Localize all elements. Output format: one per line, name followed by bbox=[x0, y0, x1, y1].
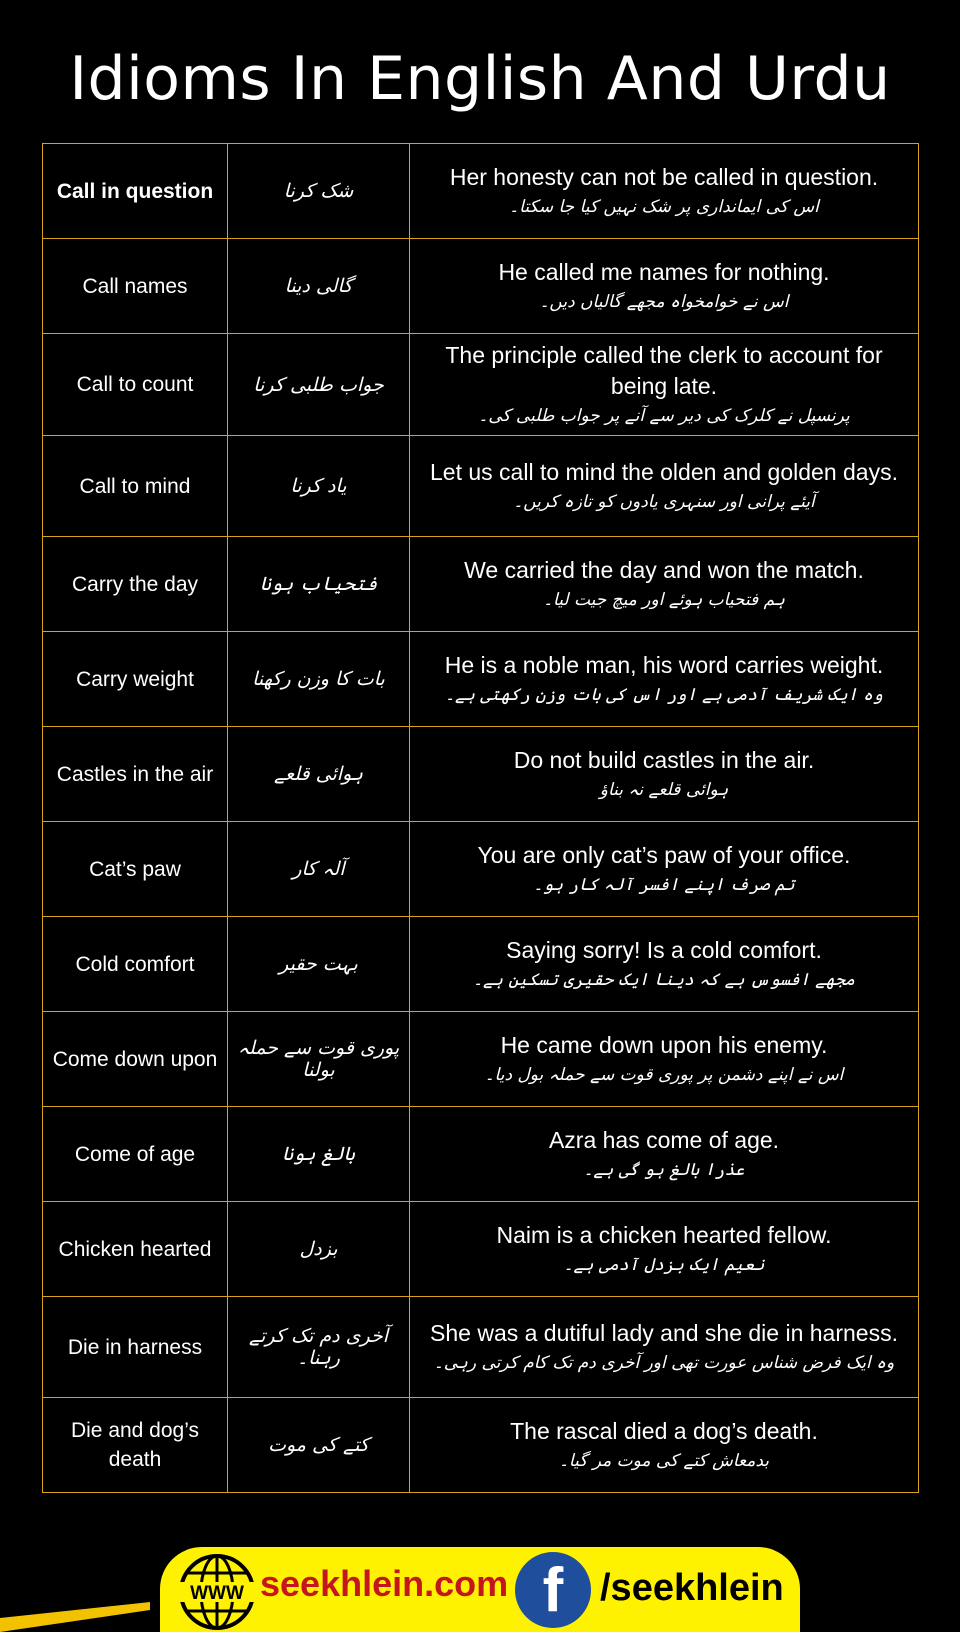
facebook-letter: f bbox=[542, 1556, 564, 1625]
example-urdu: وہ ایک فرض شناس عورت تھی اور آخری دم تک کام کرتی رہی۔ bbox=[433, 1353, 895, 1373]
example-english: Let us call to mind the olden and golden days. bbox=[430, 459, 898, 485]
example-cell bbox=[410, 1107, 919, 1202]
idiom-cell: Call to count bbox=[43, 334, 228, 436]
website-link[interactable]: seekhlein.com bbox=[260, 1563, 509, 1604]
page-title: Idioms In English And Urdu bbox=[69, 44, 891, 114]
urdu-meaning-cell: بات کا وزن رکھنا bbox=[228, 632, 410, 727]
table-row bbox=[43, 1012, 919, 1107]
example-urdu: وہ ایک شریف آدمی ہے اور اس کی بات وزن رکھتی ہے۔ bbox=[445, 685, 883, 705]
example-english: The rascal died a dog’s death. bbox=[510, 1418, 818, 1444]
urdu-meaning-cell: کتے کی موت bbox=[228, 1398, 410, 1493]
urdu-meaning-cell: پوری قوت سے حملہ بولنا bbox=[228, 1012, 410, 1107]
idiom-cell: Come down upon bbox=[43, 1012, 228, 1107]
idiom-cell: Call to mind bbox=[43, 436, 228, 537]
table-row bbox=[43, 537, 919, 632]
example-urdu: اس نے خوامخواہ مجھے گالیاں دیں۔ bbox=[539, 292, 789, 312]
example-cell bbox=[410, 436, 919, 537]
table-row bbox=[43, 436, 919, 537]
example-english: Saying sorry! Is a cold comfort. bbox=[506, 937, 822, 963]
example-english: Azra has come of age. bbox=[548, 1127, 780, 1153]
example-english: Her honesty can not be called in question. bbox=[449, 164, 879, 190]
urdu-meaning-cell: آلہ کار bbox=[228, 822, 410, 917]
urdu-meaning-cell: فتحیاب ہونا bbox=[228, 537, 410, 632]
example-cell bbox=[410, 144, 919, 239]
table-row bbox=[43, 1202, 919, 1297]
example-urdu: اس نے اپنے دشمن پر پوری قوت سے حملہ بول دیا۔ bbox=[484, 1065, 844, 1085]
facebook-handle[interactable]: /seekhlein bbox=[600, 1567, 784, 1609]
example-cell bbox=[410, 822, 919, 917]
idiom-cell: Carry weight bbox=[43, 632, 228, 727]
example-urdu: تم صرف اپنے افسر آلہ کار ہو۔ bbox=[533, 875, 795, 895]
decorative-streak bbox=[0, 1596, 150, 1632]
example-english: We carried the day and won the match. bbox=[464, 557, 864, 583]
example-english: He came down upon his enemy. bbox=[500, 1032, 828, 1058]
facebook-icon[interactable] bbox=[515, 1552, 591, 1628]
example-urdu: ہوائی قلعے نہ بناؤ bbox=[599, 780, 729, 800]
table-row bbox=[43, 334, 919, 436]
idiom-cell: Cold comfort bbox=[43, 917, 228, 1012]
urdu-meaning-cell: بہت حقیر bbox=[228, 917, 410, 1012]
urdu-meaning-cell: گالی دینا bbox=[228, 239, 410, 334]
example-urdu: آیئے پرانی اور سنہری یادوں کو تازہ کریں۔ bbox=[513, 492, 815, 512]
urdu-meaning-cell: شک کرنا bbox=[228, 144, 410, 239]
example-urdu: اس کی ایمانداری پر شک نہیں کیا جا سکتا۔ bbox=[509, 197, 819, 217]
table-row bbox=[43, 727, 919, 822]
example-english: He is a noble man, his word carries weight. bbox=[444, 652, 884, 678]
table-row bbox=[43, 144, 919, 239]
table-row bbox=[43, 239, 919, 334]
example-cell bbox=[410, 727, 919, 822]
urdu-meaning-cell: بزدل bbox=[228, 1202, 410, 1297]
table-row bbox=[43, 1398, 919, 1493]
idiom-cell: Die and dog’s death bbox=[43, 1398, 228, 1493]
idiom-cell: Call names bbox=[43, 239, 228, 334]
table-row bbox=[43, 822, 919, 917]
idiom-cell: Die in harness bbox=[43, 1297, 228, 1398]
example-cell bbox=[410, 917, 919, 1012]
example-cell bbox=[410, 1012, 919, 1107]
example-english: Naim is a chicken hearted fellow. bbox=[496, 1222, 832, 1248]
table-row bbox=[43, 1107, 919, 1202]
urdu-meaning-cell: ہوائی قلعے bbox=[228, 727, 410, 822]
idiom-cell: Carry the day bbox=[43, 537, 228, 632]
example-urdu: مجھے افسوس ہے کہ دینا ایک حقیری تسکین ہے۔ bbox=[473, 970, 855, 990]
table-row bbox=[43, 632, 919, 727]
idiom-cell: Castles in the air bbox=[43, 727, 228, 822]
idiom-cell: Chicken hearted bbox=[43, 1202, 228, 1297]
example-english: The principle called the clerk to account for being late. bbox=[445, 342, 883, 399]
example-english: Do not build castles in the air. bbox=[513, 747, 815, 773]
example-cell bbox=[410, 1398, 919, 1493]
idiom-cell: Cat’s paw bbox=[43, 822, 228, 917]
example-cell bbox=[410, 334, 919, 436]
table-row bbox=[43, 917, 919, 1012]
example-urdu: عذرا بالغ ہو گی ہے۔ bbox=[583, 1160, 745, 1180]
urdu-meaning-cell: آخری دم تک کرتے رہنا۔ bbox=[228, 1297, 410, 1398]
urdu-meaning-cell: جواب طلبی کرنا bbox=[228, 334, 410, 436]
idiom-cell: Come of age bbox=[43, 1107, 228, 1202]
urdu-meaning-cell: یاد کرنا bbox=[228, 436, 410, 537]
example-urdu: ہم فتحیاب ہوئے اور میچ جیت لیا۔ bbox=[543, 590, 785, 610]
example-cell bbox=[410, 1297, 919, 1398]
example-cell bbox=[410, 239, 919, 334]
globe-www-text: WWW bbox=[190, 1583, 244, 1604]
footer-banner bbox=[160, 1547, 800, 1632]
example-cell bbox=[410, 1202, 919, 1297]
example-urdu: پرنسپل نے کلرک کی دیر سے آنے پر جواب طلبی کی۔ bbox=[478, 406, 850, 426]
example-cell bbox=[410, 632, 919, 727]
example-urdu: نعیم ایک بزدل آدمی ہے۔ bbox=[563, 1255, 765, 1275]
idiom-cell: Call in question bbox=[43, 144, 228, 239]
globe-icon bbox=[178, 1553, 256, 1631]
urdu-meaning-cell: بالغ ہونا bbox=[228, 1107, 410, 1202]
idioms-table bbox=[42, 143, 919, 1493]
example-cell bbox=[410, 537, 919, 632]
table-row bbox=[43, 1297, 919, 1398]
example-urdu: بدمعاش کتے کی موت مر گیا۔ bbox=[558, 1451, 770, 1471]
example-english: You are only cat’s paw of your office. bbox=[477, 842, 851, 868]
idioms-table-body bbox=[43, 144, 919, 1493]
example-english: She was a dutiful lady and she die in harness. bbox=[430, 1320, 898, 1346]
example-english: He called me names for nothing. bbox=[498, 259, 830, 285]
